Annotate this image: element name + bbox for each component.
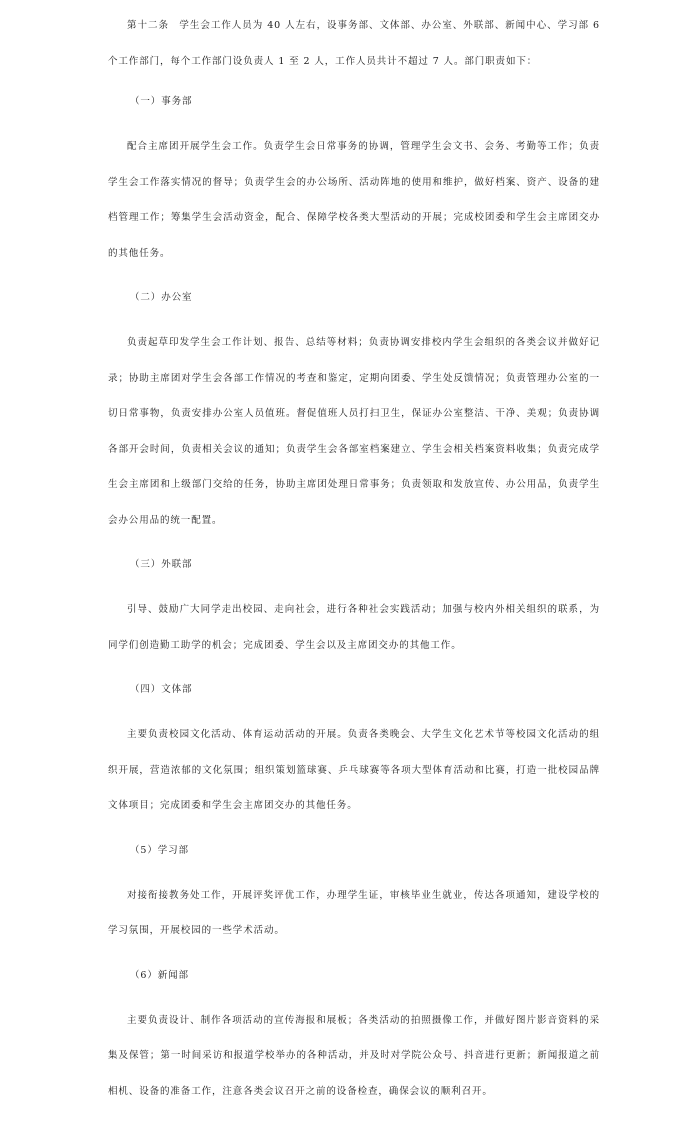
article-intro: 第十二条 学生会工作人员为 40 人左右，设事务部、文体部、办公室、外联部、新闻中心、学习部 6 个工作部门，每个工作部门设负责人 1 至 2 人，工作人员共计不超过 7 人。部门职责如下： xyxy=(108,20,600,67)
section-heading-culture-sports: （四）文体部 xyxy=(130,684,193,695)
section-heading-study: （5）学习部 xyxy=(130,844,189,856)
section-body-office: 负责起草印发学生会工作计划、报告、总结等材料；负责协调安排校内学生会组织的各类会议并做好记录；协助主席团对学生会各部工作情况的考查和鉴定，定期向团委、学生处反馈情况；负责管理办公室的一切日常事物，负责安排办公室人员值班。督促值班人员打扫卫生，保证办公室整洁、干净、美观；负责协调各部开会时间，负责相关会议的通知；负责学生会各部室档案建立、学生会相关档案资料收集；负责完成学生会主席团和上级部门交给的任务，协助主席团处理日常事务；负责领取和发放宣传、办公用品，负责学生会办公用品的统一配置。 xyxy=(108,337,600,526)
section-heading-external: （三）外联部 xyxy=(130,559,193,570)
document-page xyxy=(108,8,600,1126)
section-body-external: 引导、鼓励广大同学走出校园、走向社会，进行各种社会实践活动；加强与校内外相关组织的联系，为同学们创造勤工助学的机会；完成团委、学生会以及主席团交办的其他工作。 xyxy=(108,604,600,651)
section-heading-office: （二）办公室 xyxy=(130,292,193,303)
section-body-study: 对接衔接教务处工作，开展评奖评优工作，办理学生证，审核毕业生就业，传达各项通知，建设学校的学习氛围，开展校园的一些学术活动。 xyxy=(108,889,600,936)
section-heading-affairs: （一）事务部 xyxy=(130,96,193,107)
section-body-culture-sports: 主要负责校园文化活动、体育运动活动的开展。负责各类晚会、大学生文化艺术节等校园文化活动的组织开展，营造浓郁的文化氛围；组织策划篮球赛、乒乓球赛等各项大型体育活动和比赛，打造一批校园品牌文体项目；完成团委和学生会主席团交办的其他任务。 xyxy=(108,729,600,811)
section-body-news: 主要负责设计、制作各项活动的宣传海报和展板；各类活动的拍照摄像工作，并做好图片影音资料的采集及保管；第一时间采访和报道学校举办的各种活动，并及时对学院公众号、抖音进行更新；新闻报道之前相机、设备的准备工作，注意各类会议召开之前的设备检查，确保会议的顺利召开。 xyxy=(108,1014,600,1097)
section-body-affairs: 配合主席团开展学生会工作。负责学生会日常事务的协调，管理学生会文书、会务、考勤等工作；负责学生会工作落实情况的督导；负责学生会的办公场所、活动阵地的使用和维护，做好档案、资产、设备的建档管理工作；筹集学生会活动资金，配合、保障学校各类大型活动的开展；完成校团委和学生会主席团交办的其他任务。 xyxy=(108,141,600,259)
section-heading-news: （6）新闻部 xyxy=(130,969,189,981)
